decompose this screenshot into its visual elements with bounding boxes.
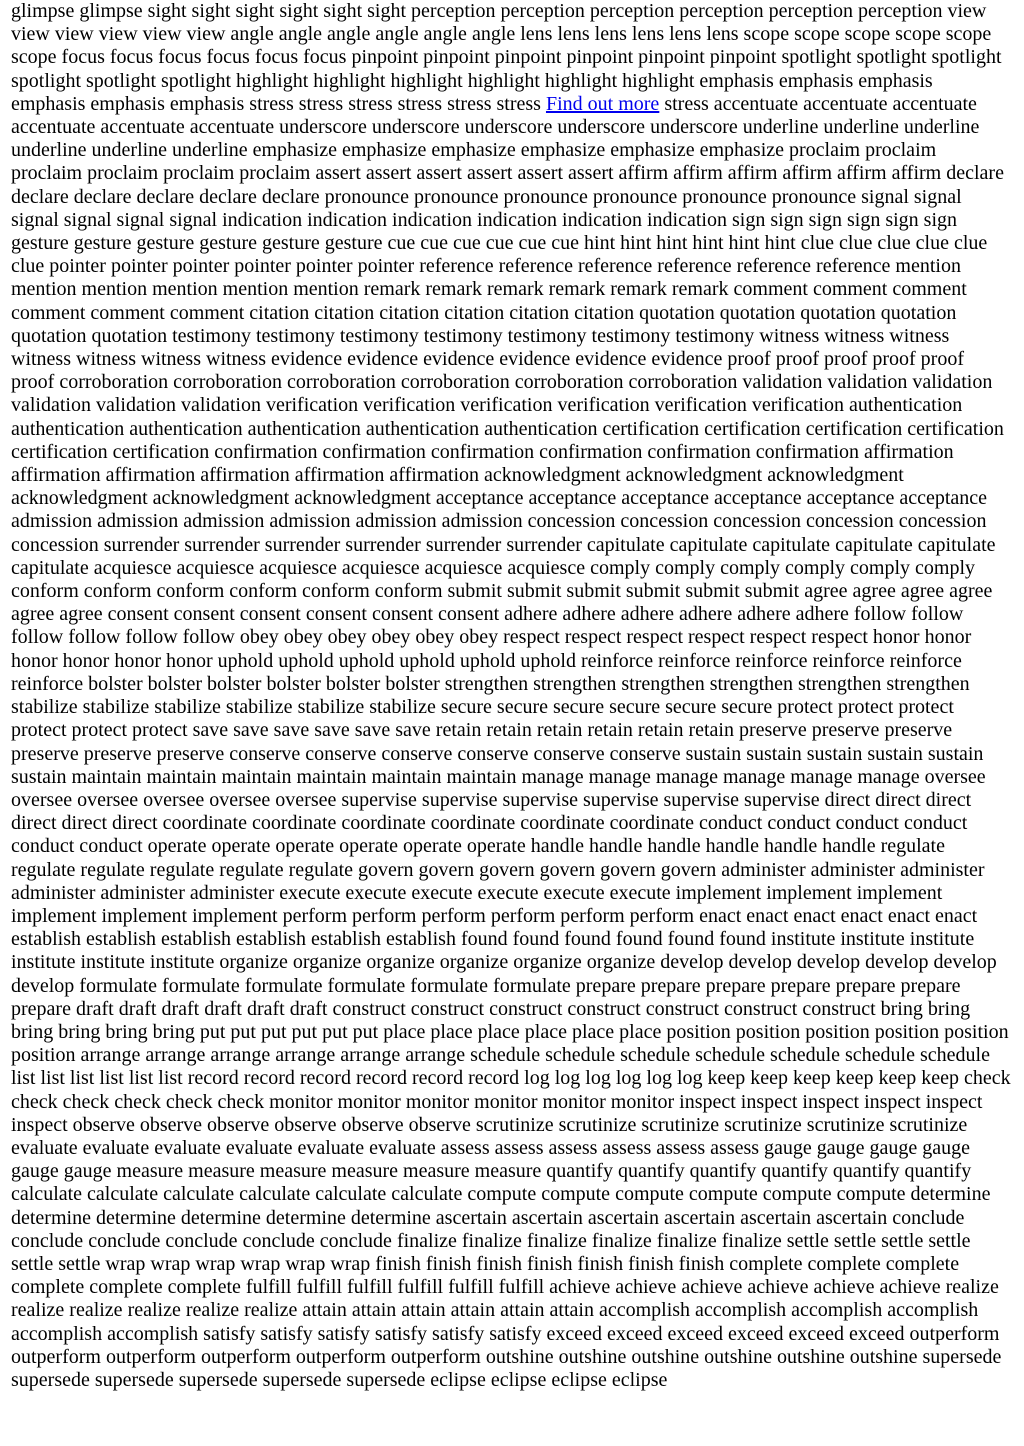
text-after-link: stress accentuate accentuate accentuate accentuate accentuate accentuate underscore underscore underscore underscore underscore underline underline underline underline underline underline emphasize emphasize emphasize emphasize emphasize emphasize proclaim proclaim proclaim proclaim proclaim proclaim assert assert assert assert assert assert affirm affirm affirm affirm affirm affirm declare declare declare declare declare declare pronounce pronounce pronounce pronounce pronounce pronounce signal signal signal signal signal signal indication indication indication indication indication indication sign sign sign sign sign sign gesture gesture gesture gesture gesture gesture cue cue cue cue cue cue hint hint hint hint hint hint clue clue clue clue clue clue pointer pointer pointer pointer pointer pointer reference reference reference reference reference reference mention mention mention mention mention mention remark remark remark remark remark remark comment comment comment comment comment comment citation citation citation citation citation citation quotation quotation quotation quotation quotation quotation testimony testimony testimony testimony testimony testimony testimony witness witness witness witness witness witness witness evidence evidence evidence evidence evidence evidence proof proof proof proof proof proof corroboration corroboration corroboration corroboration corroboration corroboration validation validation validation validation validation validation verification verification verification verification verification verification authentication authentication authentication authentication authentication authentication certification certification certification certification certification certification confirmation confirmation confirmation confirmation confirmation confirmation affirmation affirmation affirmation affirmation affirmation affirmation acknowledgment acknowledgment acknowledgment acknowledgment acknowledgment acknowledgment acceptance acceptance acceptance acceptance acceptance acceptance admission admission admission admission admission admission concession concession concession concession concession concession surrender surrender surrender surrender surrender surrender capitulate capitulate capitulate capitulate capitulate capitulate acquiesce acquiesce acquiesce acquiesce acquiesce acquiesce comply comply comply comply comply comply conform conform conform conform conform conform submit submit submit submit submit submit agree agree agree agree agree agree consent consent consent consent consent consent adhere adhere adhere adhere adhere adhere follow follow follow follow follow follow obey obey obey obey obey obey respect respect respect respect respect respect honor honor honor honor honor honor uphold uphold uphold uphold uphold uphold reinforce reinforce reinforce reinforce reinforce reinforce bolster bolster bolster bolster bolster bolster strengthen strengthen strengthen strengthen strengthen strengthen stabilize stabilize stabilize stabilize stabilize stabilize secure secure secure secure secure secure protect protect protect protect protect protect save save save save save save retain retain retain retain retain retain preserve preserve preserve preserve preserve preserve conserve conserve conserve conserve conserve conserve sustain sustain sustain sustain sustain sustain maintain maintain maintain maintain maintain maintain manage manage manage manage manage manage oversee oversee oversee oversee oversee oversee supervise supervise supervise supervise supervise supervise direct direct direct direct direct direct coordinate coordinate coordinate coordinate coordinate coordinate conduct conduct conduct conduct conduct conduct operate operate operate operate operate operate handle handle handle handle handle handle regulate regulate regulate regulate regulate regulate govern govern govern govern govern govern administer administer administer administer administer administer execute execute execute execute execute execute implement implement implement implement implement implement perform perform perform perform perform perform enact enact enact enact enact enact establish establish establish establish establish establish found found found found found found institute institute institute institute institute institute organize organize organize organize organize organize develop develop develop develop develop develop formulate formulate formulate formulate formulate formulate prepare prepare prepare prepare prepare prepare prepare draft draft draft draft draft draft construct construct construct construct construct construct construct bring bring bring bring bring bring put put put put put put place place place place place place position position position position position position arrange arrange arrange arrange arrange arrange schedule schedule schedule schedule schedule schedule schedule list list list list list list record record record record record record log log log log log log keep keep keep keep keep keep check check check check check check monitor monitor monitor monitor monitor monitor inspect inspect inspect inspect inspect inspect observe observe observe observe observe observe scrutinize scrutinize scrutinize scrutinize scrutinize scrutinize evaluate evaluate evaluate evaluate evaluate evaluate assess assess assess assess assess assess gauge gauge gauge gauge gauge gauge measure measure measure measure measure measure quantify quantify quantify quantify quantify quantify calculate calculate calculate calculate calculate calculate compute compute compute compute compute compute determine determine determine determine determine determine ascertain ascertain ascertain ascertain ascertain ascertain conclude conclude conclude conclude conclude conclude finalize finalize finalize finalize finalize finalize settle settle settle settle settle settle wrap wrap wrap wrap wrap wrap finish finish finish finish finish finish finish complete complete complete complete complete complete fulfill fulfill fulfill fulfill fulfill fulfill achieve achieve achieve achieve achieve achieve realize realize realize realize realize realize attain attain attain attain attain attain accomplish accomplish accomplish accomplish accomplish accomplish satisfy satisfy satisfy satisfy satisfy satisfy exceed exceed exceed exceed exceed exceed outperform outperform outperform outperform outperform outperform outshine outshine outshine outshine outshine outshine supersede supersede supersede supersede supersede supersede eclipse eclipse eclipse eclipse xyxy=(11,92,1011,1391)
text-before-link: glimpse glimpse sight sight sight sight sight sight perception perception perception perception perception perception view view view view view view angle angle angle angle angle angle lens lens lens lens lens lens scope scope scope scope scope scope focus focus focus focus focus focus pinpoint pinpoint pinpoint pinpoint pinpoint pinpoint spotlight spotlight spotlight spotlight spotlight spotlight highlight highlight highlight highlight highlight highlight emphasis emphasis emphasis emphasis emphasis emphasis stress stress stress stress stress stress xyxy=(11,0,1002,115)
find-out-more-link[interactable]: Find out more xyxy=(545,92,660,115)
body-paragraph xyxy=(11,0,1012,1392)
